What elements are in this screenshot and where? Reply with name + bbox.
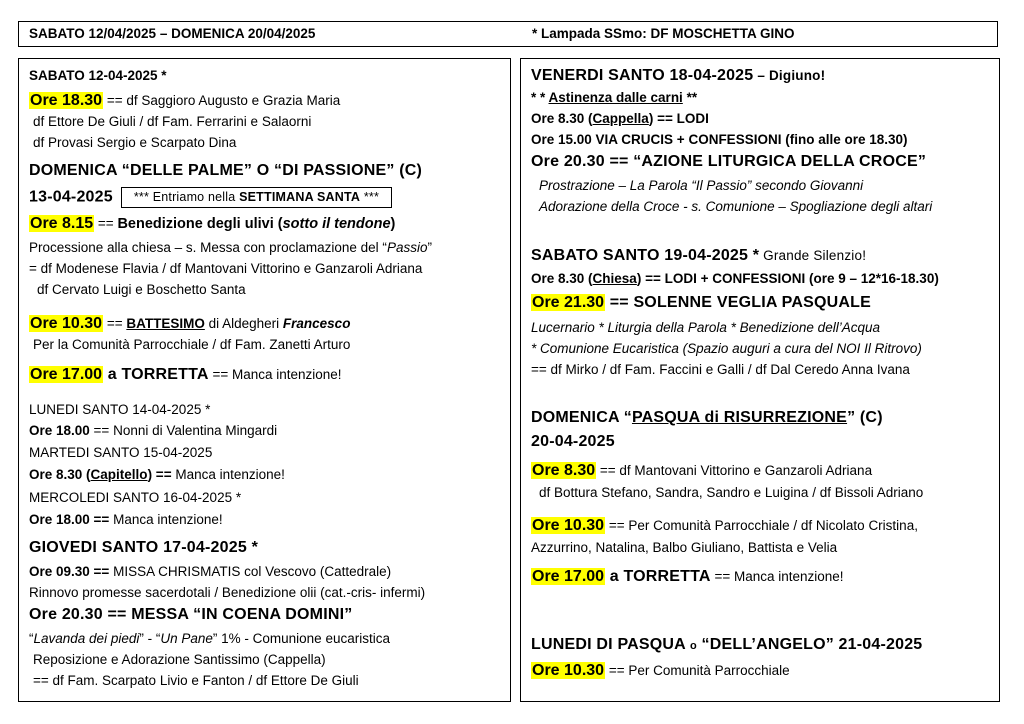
mar15-line: Ore 8.30 (Capitello) == Manca intenzione! bbox=[29, 467, 285, 482]
gio17-df: == df Fam. Scarpato Livio e Fanton / df Ettore De Giuli bbox=[33, 673, 359, 688]
dom13-processione: Processione alla chiesa – s. Messa con proclamazione del “Passio” bbox=[29, 240, 432, 255]
sab12-line3: df Provasi Sergio e Scarpato Dina bbox=[33, 135, 237, 150]
left-column bbox=[18, 58, 511, 702]
dom13-df-modenese: = df Modenese Flavia / df Mantovani Vittorino e Ganzaroli Adriana bbox=[29, 261, 423, 276]
header-bar bbox=[18, 21, 998, 47]
ven18-title-line: VENERDI SANTO 18-04-2025 – Digiuno! bbox=[531, 67, 826, 84]
dom20-830-line: Ore 8.30 == df Mantovani Vittorino e Ganzaroli Adriana bbox=[532, 462, 873, 479]
gio17-lavanda: “Lavanda dei piedi” - “Un Pane” 1% - Comunione eucaristica bbox=[29, 631, 390, 646]
gio17-coena: Ore 20.30 == MESSA “IN COENA DOMINI” bbox=[29, 606, 353, 623]
settimana-santa-box: *** Entriamo nella SETTIMANA SANTA *** bbox=[121, 187, 392, 208]
gio17-reposizione: Reposizione e Adorazione Santissimo (Cappella) bbox=[33, 652, 326, 667]
sab12-line2: df Ettore De Giuli / df Fam. Ferrarini e Salaorni bbox=[33, 114, 312, 129]
right-column bbox=[520, 58, 1000, 702]
sab19-comunione: * Comunione Eucaristica (Spazio auguri a cura del NOI Il Ritrovo) bbox=[531, 341, 922, 356]
header-dates: SABATO 12/04/2025 – DOMENICA 20/04/2025 bbox=[29, 26, 316, 41]
header-lampada: * Lampada SSmo: DF MOSCHETTA GINO bbox=[532, 26, 795, 41]
dom13-date-line: 13-04-2025 *** Entriamo nella SETTIMANA SANTA *** bbox=[29, 187, 392, 208]
ven18-prostrazione: Prostrazione – La Parola “Il Passio” secondo Giovanni bbox=[539, 178, 864, 193]
dom20-torretta-line: Ore 17.00 a TORRETTA == Manca intenzione! bbox=[532, 568, 844, 585]
dom13-df-cervato: df Cervato Luigi e Boschetto Santa bbox=[37, 282, 246, 297]
dom20-1030-line: Ore 10.30 == Per Comunità Parrocchiale / df Nicolato Cristina, bbox=[532, 517, 918, 534]
mar15-title: MARTEDI SANTO 15-04-2025 bbox=[29, 445, 213, 460]
gio17-chrism: Ore 09.30 == MISSA CHRISMATIS col Vescovo (Cattedrale) bbox=[29, 564, 392, 579]
sab19-veglia-line: Ore 21.30 == SOLENNE VEGLIA PASQUALE bbox=[532, 294, 871, 311]
dom13-comunita: Per la Comunità Parrocchiale / df Fam. Zanetti Arturo bbox=[33, 337, 351, 352]
ven18-via-crucis: Ore 15.00 VIA CRUCIS + CONFESSIONI (fino alle ore 18.30) bbox=[531, 132, 908, 147]
sab19-df: == df Mirko / df Fam. Faccini e Galli / df Dal Ceredo Anna Ivana bbox=[531, 362, 910, 377]
dom20-830-line2: df Bottura Stefano, Sandra, Sandro e Luigina / df Bissoli Adriano bbox=[539, 485, 924, 500]
sab19-title-line: SABATO SANTO 19-04-2025 * Grande Silenzio! bbox=[531, 247, 867, 264]
sab19-lucernario: Lucernario * Liturgia della Parola * Benedizione dell’Acqua bbox=[531, 320, 880, 335]
dom20-1030-line2: Azzurrino, Natalina, Balbo Giuliano, Battista e Velia bbox=[531, 540, 838, 555]
lun21-line: Ore 10.30 == Per Comunità Parrocchiale bbox=[532, 662, 790, 679]
mer16-line: Ore 18.00 == Manca intenzione! bbox=[29, 512, 223, 527]
ven18-astinenza: * * Astinenza dalle carni ** bbox=[531, 90, 698, 105]
dom20-title: DOMENICA “PASQUA di RISURREZIONE” (C) bbox=[531, 409, 883, 426]
sab19-lodi: Ore 8.30 (Chiesa) == LODI + CONFESSIONI (ore 9 – 12*16-18.30) bbox=[531, 271, 939, 286]
gio17-title: GIOVEDI SANTO 17-04-2025 * bbox=[29, 539, 258, 556]
lun21-title: LUNEDI DI PASQUA o “DELL’ANGELO” 21-04-2025 bbox=[531, 636, 923, 653]
dom13-title: DOMENICA “DELLE PALME” O “DI PASSIONE” (C) bbox=[29, 162, 423, 179]
dom20-date: 20-04-2025 bbox=[531, 433, 615, 450]
lun14-line: Ore 18.00 == Nonni di Valentina Mingardi bbox=[29, 423, 278, 438]
dom13-torretta-line: Ore 17.00 a TORRETTA == Manca intenzione! bbox=[30, 366, 342, 383]
sab12-line1: Ore 18.30 == df Saggioro Augusto e Grazia Maria bbox=[30, 92, 341, 109]
sab12-time: Ore 18.30 bbox=[30, 92, 103, 109]
gio17-rinnovo: Rinnovo promesse sacerdotali / Benedizione olii (cat.-cris- infermi) bbox=[29, 585, 426, 600]
sab12-title: SABATO 12-04-2025 * bbox=[29, 68, 167, 83]
dom13-1030-line: Ore 10.30 == BATTESIMO di Aldegheri Francesco bbox=[30, 315, 351, 332]
ven18-lodi: Ore 8.30 (Cappella) == LODI bbox=[531, 111, 709, 126]
dom13-815-line: Ore 8.15 == Benedizione degli ulivi (sotto il tendone) bbox=[30, 215, 396, 232]
ven18-azione: Ore 20.30 == “AZIONE LITURGICA DELLA CROCE” bbox=[531, 153, 927, 170]
lun14-title: LUNEDI SANTO 14-04-2025 * bbox=[29, 402, 211, 417]
ven18-adorazione: Adorazione della Croce - s. Comunione – Spogliazione degli altari bbox=[539, 199, 933, 214]
mer16-title: MERCOLEDI SANTO 16-04-2025 * bbox=[29, 490, 242, 505]
